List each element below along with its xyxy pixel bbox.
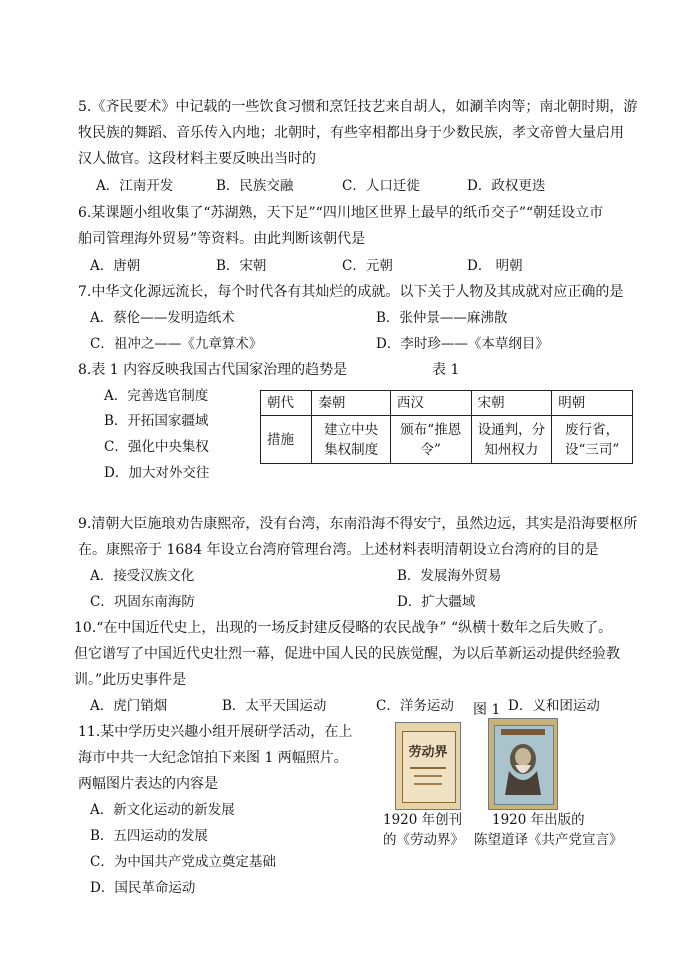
q10-option-a: A．虎门销烟 xyxy=(90,698,168,714)
caption2-line2: 陈望道译《共产党宣言》 xyxy=(474,832,623,848)
q10-stem-line2: 但它谱写了中国近代史壮烈一幕，促进中国人民的民族觉醒，为以后革新运动提供经验教 xyxy=(74,646,620,662)
table-header-cell: 朝代 xyxy=(261,391,312,416)
q9-stem-line2: 在。康熙帝于 1684 年设立台湾府管理台湾。上述材料表明清朝设立台湾府的目的是 xyxy=(78,542,599,558)
q7-stem-line1: 7.中华文化源远流长，每个时代各有其灿烂的成就。以下关于人物及其成就对应正确的是 xyxy=(78,284,624,300)
q9-option-a: A．接受汉族文化 xyxy=(90,568,195,584)
table-cell: 废行省，设“三司” xyxy=(552,416,633,464)
q7-option-a: A．蔡伦——发明造纸术 xyxy=(90,310,235,326)
q8-option-d: D．加大对外交往 xyxy=(104,465,210,481)
q8-option-a: A．完善选官制度 xyxy=(104,388,209,404)
table-header-cell: 西汉 xyxy=(390,391,471,416)
q8-option-c: C．强化中央集权 xyxy=(104,439,209,455)
q11-option-b: B．五四运动的发展 xyxy=(90,828,208,844)
manifesto-photo xyxy=(488,718,558,810)
q10-option-b: B．太平天国运动 xyxy=(222,698,327,714)
q5-stem-line2: 牧民族的舞蹈、音乐传入内地；北朝时，有些宰相都出身于少数民族，孝文帝曾大量启用 xyxy=(78,125,624,141)
q7-option-d: D．李时珍——《本草纲目》 xyxy=(376,336,549,352)
q11-option-a: A．新文化运动的新发展 xyxy=(90,802,235,818)
table-header-cell: 秦朝 xyxy=(312,391,391,416)
table-cell: 颁布“推恩令” xyxy=(390,416,471,464)
q11-stem-line2: 海市中共一大纪念馆拍下来图 1 两幅照片。 xyxy=(78,750,348,766)
q11-option-c: C．为中国共产党成立奠定基础 xyxy=(90,854,276,870)
q6-option-d: D． 明朝 xyxy=(467,258,523,274)
table-cell: 建立中央集权制度 xyxy=(312,416,391,464)
table-1 xyxy=(260,390,633,464)
q8-option-b: B．开拓国家疆域 xyxy=(104,413,209,429)
q7-option-b: B．张仲景——麻沸散 xyxy=(376,310,508,326)
q5-option-b: B．民族交融 xyxy=(216,178,294,194)
portrait-icon xyxy=(489,719,557,809)
q6-option-c: C．元朝 xyxy=(342,258,393,274)
laodongjie-cover-title: 劳动界 xyxy=(408,745,448,760)
q5-option-a: A．江南开发 xyxy=(96,178,174,194)
table-header-row xyxy=(261,391,633,416)
q10-stem-line3: 训。”此历史事件是 xyxy=(74,672,187,688)
figure-1-title: 图 1 xyxy=(473,702,501,718)
table-cell: 设通判，分知州权力 xyxy=(471,416,552,464)
q6-stem-line1: 6.某课题小组收集了“苏湖熟，天下足”“四川地区世界上最早的纸币交子”“朝廷设立市 xyxy=(78,205,604,221)
q10-option-d: D．义和团运动 xyxy=(508,698,600,714)
laodongjie-photo xyxy=(395,722,461,810)
q5-stem-line1: 5.《齐民要术》中记载的一些饮食习惯和烹饪技艺来自胡人，如涮羊肉等；南北朝时期，游 xyxy=(78,99,638,115)
q10-stem-line1: 10.“在中国近代史上，出现的一场反封建反侵略的农民战争” “纵横十数年之后失败了。 xyxy=(74,620,613,636)
q9-stem-line1: 9.清朝大臣施琅劝告康熙帝，没有台湾，东南沿海不得安宁，虽然边远，其实是沿海要枢所 xyxy=(78,516,638,532)
q7-option-c: C．祖冲之——《九章算术》 xyxy=(90,336,263,352)
q9-option-b: B．发展海外贸易 xyxy=(397,568,502,584)
caption1-line1: 1920 年创刊 xyxy=(383,812,463,828)
q5-option-d: D．政权更迭 xyxy=(467,178,546,194)
q5-option-c: C．人口迁徙 xyxy=(342,178,420,194)
table-header-cell: 宋朝 xyxy=(471,391,552,416)
table-row xyxy=(261,416,633,464)
q11-option-d: D．国民革命运动 xyxy=(90,880,196,896)
q6-option-a: A．唐朝 xyxy=(90,258,141,274)
q11-stem-line1: 11.某中学历史兴趣小组开展研学活动，在上 xyxy=(78,724,353,740)
q6-stem-line2: 舶司管理海外贸易”等资料。由此判断该朝代是 xyxy=(78,231,366,247)
table-row-label: 措施 xyxy=(261,416,312,464)
q5-stem-line3: 汉人做官。这段材料主要反映出当时的 xyxy=(78,151,316,167)
q11-stem-line3: 两幅图片表达的内容是 xyxy=(78,776,218,792)
q9-option-c: C．巩固东南海防 xyxy=(90,594,195,610)
q8-table-title: 表 1 xyxy=(432,362,460,378)
q10-option-c: C．洋务运动 xyxy=(376,698,454,714)
q8-stem-line1: 8.表 1 内容反映我国古代国家治理的趋势是 xyxy=(78,362,348,378)
caption1-line2: 的《劳动界》 xyxy=(383,832,464,848)
q9-option-d: D．扩大疆域 xyxy=(397,594,476,610)
q6-option-b: B．宋朝 xyxy=(216,258,267,274)
caption2-line1: 1920 年出版的 xyxy=(492,812,585,828)
table-header-cell: 明朝 xyxy=(552,391,633,416)
